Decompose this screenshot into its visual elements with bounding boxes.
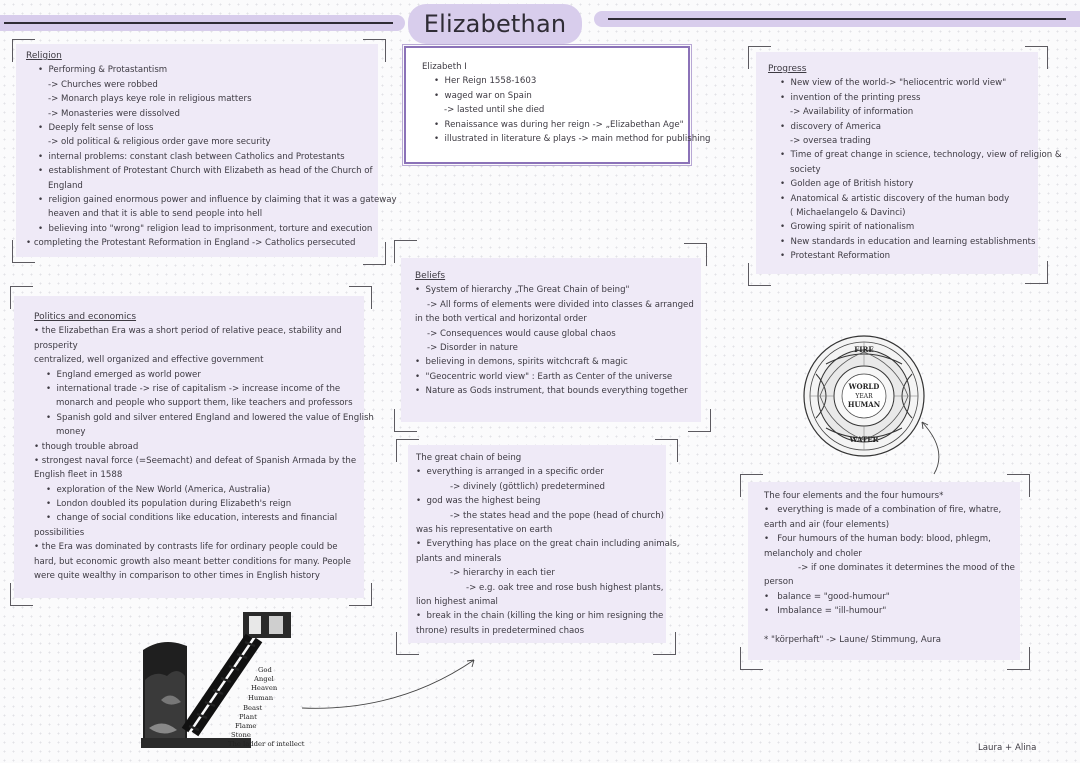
list-item: person xyxy=(764,577,794,588)
list-item: • the Era was dominated by contrasts life for ordinary people could be xyxy=(34,542,338,553)
corner-mark xyxy=(349,286,372,309)
list-item: • London doubled its population during Elizabeth's reign xyxy=(46,499,292,510)
list-item: • believing in demons, spirits witchcraft & magic xyxy=(415,357,628,368)
progress-heading: Progress xyxy=(768,64,807,74)
great-chain-content xyxy=(416,451,680,638)
list-item: • Anatomical & artistic discovery of the human body xyxy=(780,193,1010,204)
list-item: • Renaissance was during her reign -> „Elizabethan Age" xyxy=(434,119,684,130)
list-item: -> Availability of information xyxy=(790,107,914,118)
list-item: possibilities xyxy=(34,527,85,538)
list-item: • god was the highest being xyxy=(416,496,541,507)
humours-content xyxy=(764,489,1015,647)
list-item: hard, but economic growth also meant better conditions for many. People xyxy=(34,556,351,567)
list-item: • Performing & Protastantism xyxy=(38,65,168,76)
list-item: heaven and that it is able to send people into hell xyxy=(48,209,263,220)
connector-arrow xyxy=(922,422,939,474)
list-item: * "körperhaft" -> Laune/ Stimmung, Aura xyxy=(764,634,941,645)
corner-mark xyxy=(748,263,771,286)
list-item: -> Disorder in nature xyxy=(427,342,518,353)
list-item: • Golden age of British history xyxy=(780,179,914,190)
signature: Laura + Alina xyxy=(978,743,1037,753)
politics-heading: Politics and economics xyxy=(34,312,137,322)
water-label: WATER xyxy=(849,435,879,444)
list-item: was his representative on earth xyxy=(416,524,553,535)
great-chain-card xyxy=(408,445,680,643)
list-item: were quite wealthy in comparison to other times in English history xyxy=(34,571,320,582)
list-item: -> Monarch plays keye role in religious matters xyxy=(48,94,252,105)
list-item: -> Consequences would cause global chaos xyxy=(427,328,616,339)
religion-card xyxy=(16,44,397,257)
list-item: -> All forms of elements were divided into classes & arranged xyxy=(427,299,694,310)
ladder-label-angel: Angel xyxy=(254,675,274,683)
list-item: society xyxy=(790,164,821,175)
list-item: • international trade -> rise of capitalism -> increase income of the xyxy=(46,383,341,394)
list-item: • Time of great change in science, technology, view of religion & xyxy=(780,150,1062,161)
elizabeth-heading: Elizabeth I xyxy=(422,62,467,72)
connector-arrow xyxy=(298,652,484,716)
great-chain-heading: The great chain of being xyxy=(416,453,522,463)
list-item: earth and air (four elements) xyxy=(764,519,890,530)
list-item: • completing the Protestant Reformation in England -> Catholics persecuted xyxy=(26,238,356,249)
corner-mark xyxy=(688,409,711,432)
list-item: • System of hierarchy „The Great Chain of being" xyxy=(415,285,630,296)
politics-card xyxy=(14,296,374,598)
ladder-label-heaven: Heaven xyxy=(251,684,278,692)
list-item: • establishment of Protestant Church with Elizabeth as head of the Church of xyxy=(38,166,373,177)
list-item: monarch and people who support them, like teachers and professors xyxy=(56,398,353,409)
list-item: • Four humours of the human body: blood, phlegm, xyxy=(764,534,991,545)
year-label: YEAR xyxy=(855,393,873,400)
title-badge xyxy=(408,4,582,44)
corner-mark xyxy=(740,647,763,670)
list-item: -> hierarchy in each tier xyxy=(450,568,555,579)
list-item: • everything is made of a combination of fire, whatre, xyxy=(764,505,1002,516)
politics-content xyxy=(34,310,374,583)
list-item: • Her Reign 1558-1603 xyxy=(434,76,537,87)
list-item: -> oversea trading xyxy=(790,135,871,146)
corner-mark xyxy=(740,474,763,497)
corner-mark xyxy=(1007,647,1030,670)
list-item: throne) results in predetermined chaos xyxy=(416,625,585,636)
list-item: lion highest animal xyxy=(416,596,498,607)
fire-label: FIRE xyxy=(854,345,874,354)
world-label: WORLD xyxy=(848,382,880,391)
list-item: • England emerged as world power xyxy=(46,369,201,380)
list-item: -> Monasteries were dissolved xyxy=(48,108,180,119)
list-item: English fleet in 1588 xyxy=(34,470,123,481)
religion-heading: Religion xyxy=(26,51,62,61)
ladder-label-human: Human xyxy=(248,694,274,702)
list-item xyxy=(764,619,1015,633)
list-item: in the both vertical and horizontal order xyxy=(415,314,587,325)
list-item: • religion gained enormous power and influence by claiming that it was a gateway xyxy=(38,194,397,205)
list-item: • Nature as Gods instrument, that bounds everything together xyxy=(415,386,688,397)
list-item: England xyxy=(48,180,83,191)
list-item: ( Michaelangelo & Davinci) xyxy=(790,207,906,218)
list-item: • illustrated in literature & plays -> main method for publishing xyxy=(434,133,711,144)
list-item: centralized, well organized and effective government xyxy=(34,355,264,366)
list-item: plants and minerals xyxy=(416,553,502,564)
corner-mark xyxy=(349,583,372,606)
ladder-label-beast: Beast xyxy=(243,704,263,712)
list-item: -> e.g. oak tree and rose bush highest plants, xyxy=(466,582,664,593)
corner-mark xyxy=(1025,261,1048,284)
list-item: • believing into "wrong" religion lead to imprisonment, torture and execution xyxy=(38,223,373,234)
list-item: • Growing spirit of nationalism xyxy=(780,222,915,233)
ladder-label-plant: Plant xyxy=(239,713,257,721)
list-item: • break in the chain (killing the king or him resigning the xyxy=(416,611,664,622)
page-title: Elizabethan xyxy=(423,10,567,38)
list-item: • New view of the world-> "heliocentric world view" xyxy=(780,78,1007,89)
list-item: • Imbalance = "ill-humour" xyxy=(764,606,887,617)
list-item: -> Churches were robbed xyxy=(48,79,158,90)
title-bar-left xyxy=(0,15,405,31)
corner-mark xyxy=(10,583,33,606)
progress-content xyxy=(768,62,1062,263)
ladder-label-god: God xyxy=(258,666,272,674)
ladder-of-intellect-image xyxy=(141,610,305,748)
corner-mark xyxy=(394,240,417,263)
elizabeth-content xyxy=(422,60,711,146)
humours-heading: The four elements and the four humours* xyxy=(764,491,944,501)
list-item: • the Elizabethan Era was a short period of relative peace, stability and xyxy=(34,326,342,337)
list-item: • New standards in education and learning establishments xyxy=(780,236,1036,247)
list-item: money xyxy=(56,427,86,438)
humours-card xyxy=(748,482,1020,660)
corner-mark xyxy=(394,409,417,432)
list-item: • everything is arranged in a specific order xyxy=(416,467,604,478)
religion-content xyxy=(26,49,397,250)
list-item: • Everything has place on the great chain including animals, xyxy=(416,539,680,550)
corner-mark xyxy=(10,286,33,309)
corner-mark xyxy=(684,243,707,266)
human-label: HUMAN xyxy=(847,400,881,409)
list-item: • "Geocentric world view" : Earth as Center of the universe xyxy=(415,371,673,382)
list-item: melancholy and choler xyxy=(764,548,862,559)
list-item: -> divinely (göttlich) predetermined xyxy=(450,481,605,492)
list-item: • Protestant Reformation xyxy=(780,251,891,262)
list-item: • invention of the printing press xyxy=(780,92,921,103)
world-elements-diagram xyxy=(796,334,946,479)
list-item: -> the states head and the pope (head of church) xyxy=(450,510,664,521)
list-item: • Deeply felt sense of loss xyxy=(38,122,154,133)
ladder-label-stone: Stone xyxy=(231,731,251,739)
beliefs-heading: Beliefs xyxy=(415,271,446,281)
list-item: • change of social conditions like education, interests and financial xyxy=(46,513,338,524)
list-item: • waged war on Spain xyxy=(434,90,532,101)
list-item: -> if one dominates it determines the mood of the xyxy=(798,562,1015,573)
list-item: • strongest naval force (=Seemacht) and defeat of Spanish Armada by the xyxy=(34,455,357,466)
title-bar-right xyxy=(594,11,1080,27)
list-item: • exploration of the New World (America, Australia) xyxy=(46,484,271,495)
list-item: -> old political & religious order gave more security xyxy=(48,137,271,148)
list-item: • internal problems: constant clash between Catholics and Protestants xyxy=(38,151,345,162)
progress-card xyxy=(756,52,1062,274)
list-item: • Spanish gold and silver entered England and lowered the value of English xyxy=(46,412,374,423)
ladder-label-flame: Flame xyxy=(235,722,257,730)
list-item: prosperity xyxy=(34,340,78,351)
list-item: • though trouble abroad xyxy=(34,441,139,452)
beliefs-card xyxy=(401,258,701,422)
list-item: • discovery of America xyxy=(780,121,882,132)
beliefs-content xyxy=(415,269,694,399)
list-item: • balance = "good-humour" xyxy=(764,591,890,602)
ladder-caption: The ladder of intellect xyxy=(228,740,305,748)
list-item: -> lasted until she died xyxy=(444,105,545,116)
elizabeth-box xyxy=(404,46,711,164)
